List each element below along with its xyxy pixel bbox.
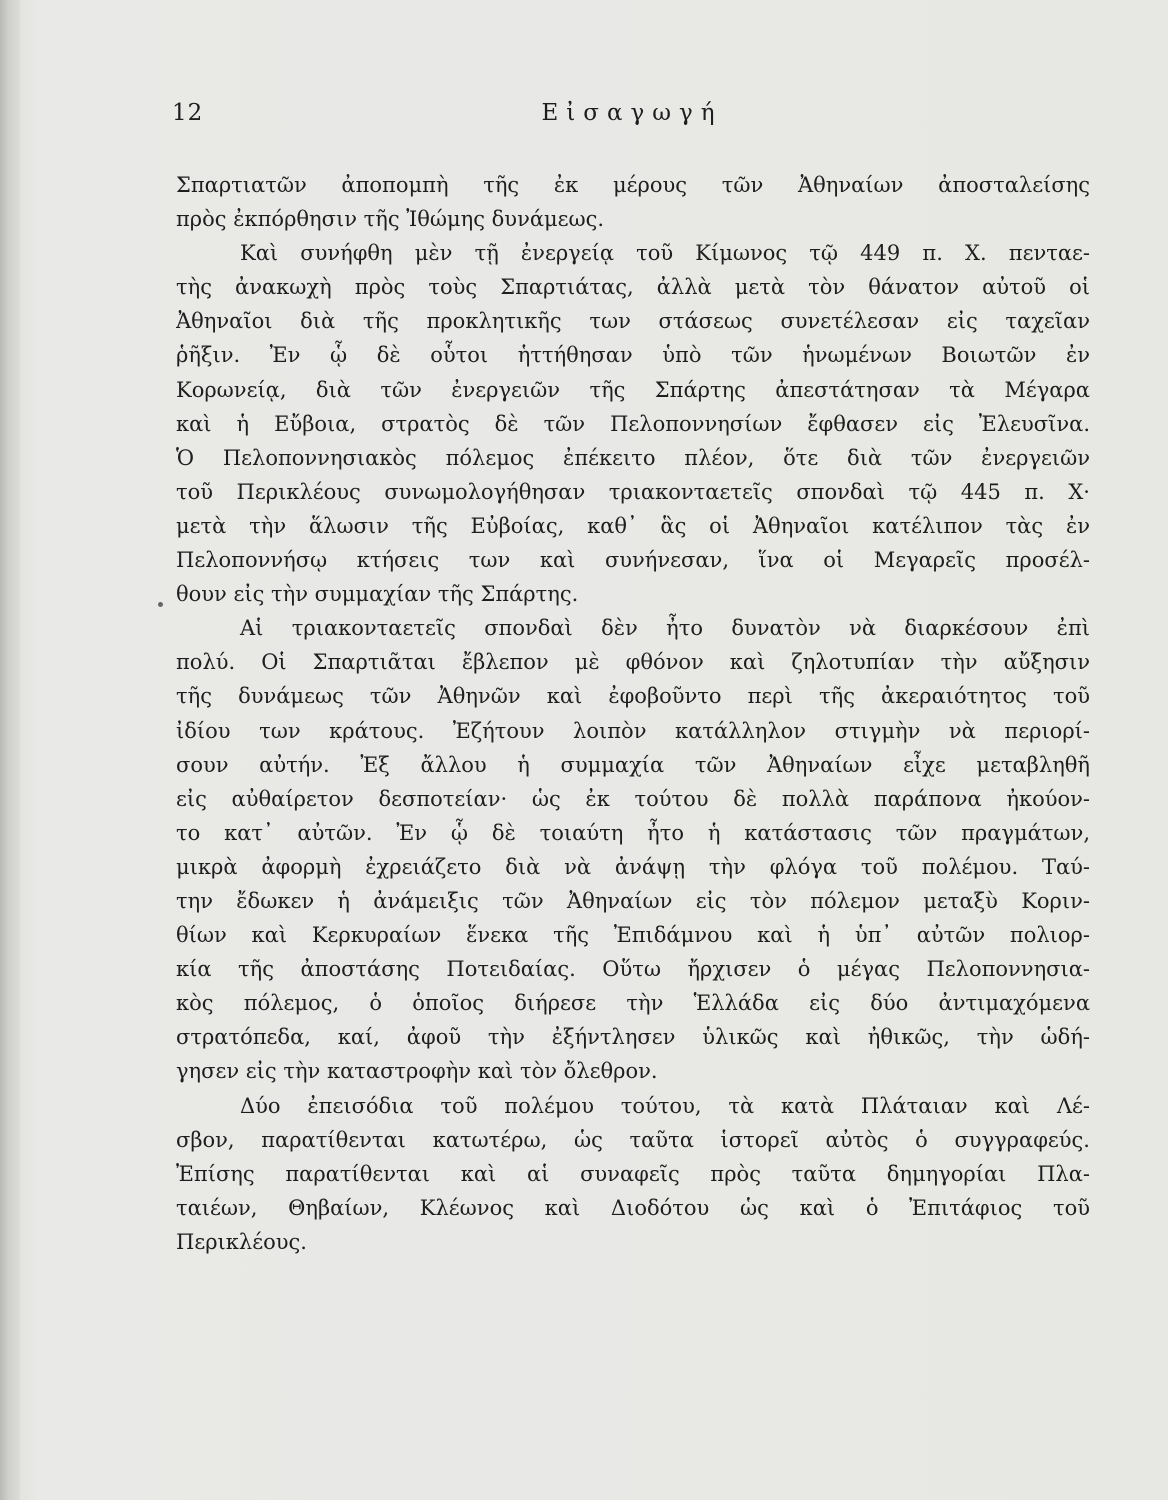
- text-line: Καὶ συνήφθη μὲν τῇ ἐνεργείᾳ τοῦ Κίμωνος τῷ 449 π. Χ. πενταε-: [240, 241, 1090, 266]
- running-title: Εἰσαγωγή: [541, 100, 723, 126]
- text-line: στρατόπεδα, καί, ἀφοῦ τὴν ἐξήντλησεν ὑλικῶς καὶ ἠθικῶς, τὴν ὡδή-: [176, 1025, 1090, 1050]
- text-line: θίων καὶ Κερκυραίων ἕνεκα τῆς Ἐπιδάμνου καὶ ἡ ὑπ᾽ αὐτῶν πολιορ-: [176, 923, 1090, 948]
- text-line: θουν εἰς τὴν συμμαχίαν τῆς Σπάρτης.: [176, 582, 579, 607]
- text-line: τὴς ἀνακωχὴ πρὸς τοὺς Σπαρτιάτας, ἀλλὰ μετὰ τὸν θάνατον αὐτοῦ οἱ: [176, 275, 1090, 300]
- text-line: το κατ᾽ αὐτῶν. Ἐν ᾧ δὲ τοιαύτη ἦτο ἡ κατάστασις τῶν πραγμάτων,: [176, 820, 1090, 845]
- text-line: Πελοποννήσῳ κτήσεις των καὶ συνήνεσαν, ἵνα οἱ Μεγαρεῖς προσέλ-: [176, 548, 1090, 573]
- text-line: κία τῆς ἀποστάσης Ποτειδαίας. Οὕτω ἤρχισεν ὁ μέγας Πελοποννησια-: [176, 957, 1090, 982]
- text-line: ταιέων, Θηβαίων, Κλέωνος καὶ Διοδότου ὡς καὶ ὁ Ἐπιτάφιος τοῦ: [176, 1195, 1090, 1220]
- text-line: Ἐπίσης παρατίθενται καὶ αἱ συναφεῖς πρὸς ταῦτα δημηγορίαι Πλα-: [176, 1161, 1090, 1186]
- book-spine-shadow: [0, 0, 20, 1500]
- page-number: 12: [172, 100, 204, 126]
- text-line: σουν αὐτήν. Ἐξ ἄλλου ἡ συμμαχία τῶν Ἀθηναίων εἶχε μεταβληθῆ: [176, 752, 1090, 777]
- text-line: Περικλέους.: [176, 1229, 307, 1254]
- text-line: μετὰ τὴν ἅλωσιν τῆς Εὐβοίας, καθ᾽ ἃς οἱ Ἀθηναῖοι κατέλιπον τὰς ἐν: [176, 513, 1090, 538]
- text-line: Ἀθηναῖοι διὰ τῆς προκλητικῆς των στάσεως συνετέλεσαν εἰς ταχεῖαν: [176, 309, 1090, 334]
- text-line: σβον, παρατίθενται κατωτέρω, ὡς ταῦτα ἱστορεῖ αὐτὸς ὁ συγγραφεύς.: [176, 1127, 1090, 1152]
- text-line: καὶ ἡ Εὔβοια, στρατὸς δὲ τῶν Πελοποννησίων ἔφθασεν εἰς Ἐλευσῖνα.: [176, 411, 1090, 436]
- body-text: [176, 168, 1090, 1259]
- text-line: τῆς δυνάμεως τῶν Ἀθηνῶν καὶ ἐφοβοῦντο περὶ τῆς ἀκεραιότητος τοῦ: [176, 684, 1090, 709]
- text-line: κὸς πόλεμος, ὁ ὁποῖος διήρεσε τὴν Ἑλλάδα εἰς δύο ἀντιμαχόμενα: [176, 991, 1090, 1016]
- text-line: ἰδίου των κράτους. Ἐζήτουν λοιπὸν κατάλληλον στιγμὴν νὰ περιορί-: [176, 718, 1090, 743]
- text-line: Δύο ἐπεισόδια τοῦ πολέμου τούτου, τὰ κατὰ Πλάταιαν καὶ Λέ-: [240, 1093, 1090, 1118]
- page-header: [172, 100, 1092, 150]
- text-line: ῥῆξιν. Ἐν ᾧ δὲ οὗτοι ἡττήθησαν ὑπὸ τῶν ἡνωμένων Βοιωτῶν ἐν: [176, 343, 1090, 368]
- text-line: μικρὰ ἀφορμὴ ἐχρειάζετο διὰ νὰ ἀνάψῃ τὴν φλόγα τοῦ πολέμου. Ταύ-: [176, 854, 1090, 879]
- stray-ink-dot: [158, 602, 163, 607]
- text-line: Σπαρτιατῶν ἀποπομπὴ τῆς ἐκ μέρους τῶν Ἀθηναίων ἀποσταλείσης: [176, 173, 1090, 197]
- text-line: Κορωνείᾳ, διὰ τῶν ἐνεργειῶν τῆς Σπάρτης ἀπεστάτησαν τὰ Μέγαρα: [176, 377, 1090, 402]
- text-line: πρὸς ἐκπόρθησιν τῆς Ἰθώμης δυνάμεως.: [176, 207, 605, 232]
- text-line: εἰς αὐθαίρετον δεσποτείαν· ὡς ἐκ τούτου δὲ πολλὰ παράπονα ἠκούον-: [176, 786, 1090, 811]
- text-line: πολύ. Οἱ Σπαρτιᾶται ἔβλεπον μὲ φθόνον καὶ ζηλοτυπίαν τὴν αὔξησιν: [176, 650, 1090, 675]
- text-line: τοῦ Περικλέους συνωμολογήθησαν τριακονταετεῖς σπονδαὶ τῷ 445 π. Χ·: [176, 479, 1090, 504]
- text-line: Ὁ Πελοποννησιακὸς πόλεμος ἐπέκειτο πλέον, ὅτε διὰ τῶν ἐνεργειῶν: [176, 445, 1090, 470]
- text-line: την ἔδωκεν ἡ ἀνάμειξις τῶν Ἀθηναίων εἰς τὸν πόλεμον μεταξὺ Κοριν-: [176, 888, 1090, 913]
- text-line: Αἱ τριακονταετεῖς σπονδαὶ δὲν ἦτο δυνατὸν νὰ διαρκέσουν ἐπὶ: [240, 616, 1090, 641]
- text-line: γησεν εἰς τὴν καταστροφὴν καὶ τὸν ὄλεθρον.: [176, 1059, 658, 1084]
